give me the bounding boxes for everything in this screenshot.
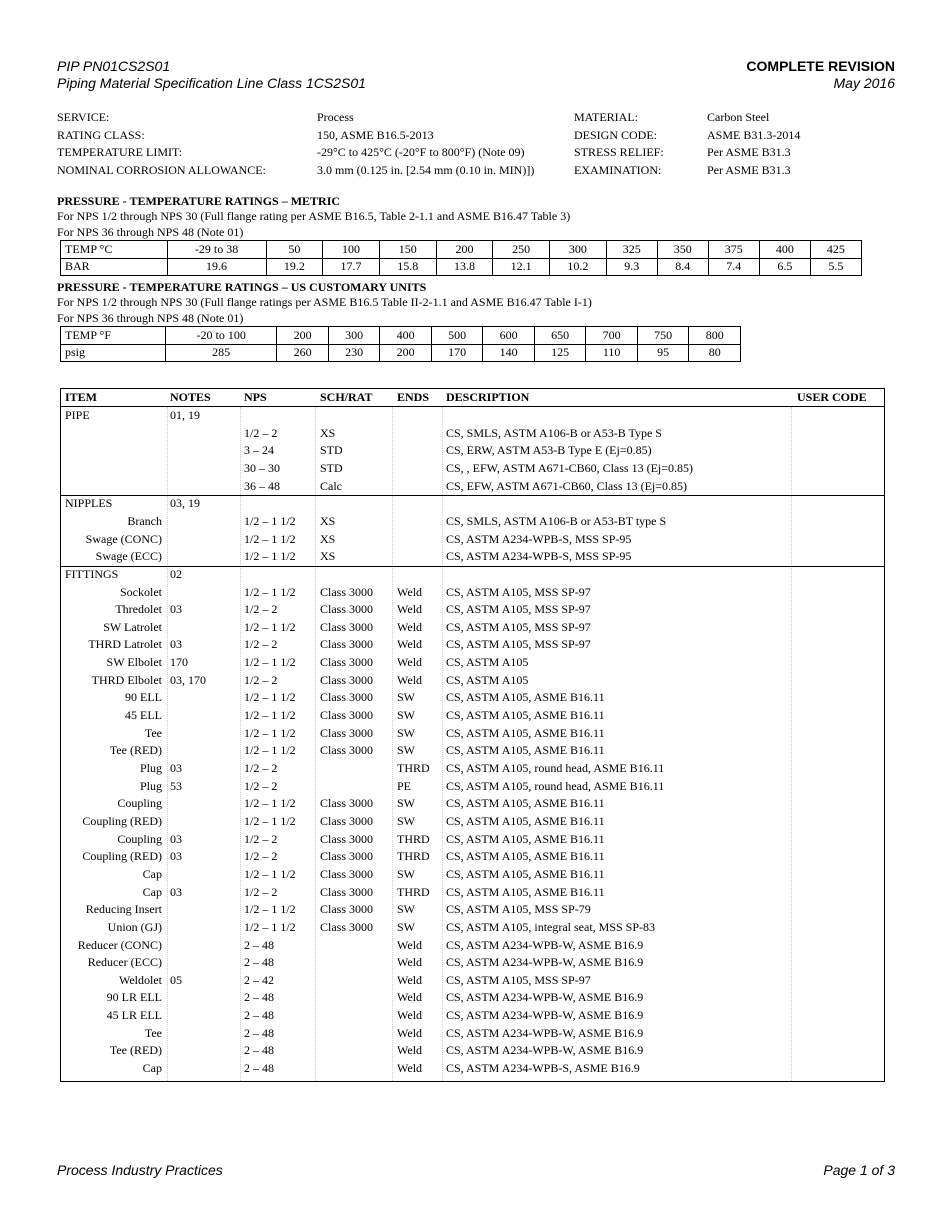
cell-description: CS, ASTM A105, MSS SP-97 <box>446 972 591 987</box>
cell-description: CS, ASTM A105, ASME B16.11 <box>446 743 605 758</box>
cell-item: Weldolet <box>118 972 162 987</box>
rating-cell: 50 <box>266 241 323 259</box>
cell-ends: PE <box>397 778 412 793</box>
cell-nps: 1/2 – 1 1/2 <box>244 866 296 881</box>
cell-description: CS, ASTM A105, ASME B16.11 <box>446 849 605 864</box>
cell-nps: 1/2 – 1 1/2 <box>244 531 296 546</box>
cell-sch-rat: Class 3000 <box>320 725 374 740</box>
rating-cell: 300 <box>328 327 380 345</box>
revision-label: COMPLETE REVISION <box>746 58 895 74</box>
rating-cell: 260 <box>277 344 329 362</box>
cell-ends: THRD <box>397 831 430 846</box>
rating-cell: 12.1 <box>493 258 550 276</box>
rating-cell: 5.5 <box>810 258 861 276</box>
cell-ends: SW <box>397 743 415 758</box>
cell-ends: Weld <box>397 955 423 970</box>
cell-nps: 1/2 – 1 1/2 <box>244 513 296 528</box>
cell-ends: Weld <box>397 1025 423 1040</box>
group-label: PIPE <box>65 408 90 422</box>
metric-ratings-table <box>60 240 862 276</box>
metric-pressure-row <box>61 258 862 276</box>
cell-notes: 02 <box>170 566 182 581</box>
column-divider <box>442 407 443 1081</box>
rating-cell: 150 <box>379 241 436 259</box>
column-divider <box>240 407 241 1081</box>
info-left-values <box>317 109 572 180</box>
us-ratings-title: PRESSURE - TEMPERATURE RATINGS – US CUSTOMARY UNITS <box>57 280 427 294</box>
rating-row-label: psig <box>61 344 166 362</box>
cell-description: CS, ASTM A105, integral seat, MSS SP-83 <box>446 919 656 934</box>
cell-description: CS, ASTM A105, ASME B16.11 <box>446 831 605 846</box>
info-label: EXAMINATION: <box>574 163 662 178</box>
rating-cell: 19.6 <box>167 258 266 276</box>
cell-nps: 1/2 – 1 1/2 <box>244 919 296 934</box>
cell-description: CS, ASTM A105, round head, ASME B16.11 <box>446 761 665 775</box>
cell-sch-rat: Class 3000 <box>320 884 374 899</box>
rating-cell: 700 <box>586 327 638 345</box>
doc-header-right <box>746 58 895 92</box>
rating-cell: 285 <box>166 344 277 362</box>
cell-notes: 03 <box>170 831 182 846</box>
rating-cell: 13.8 <box>436 258 493 276</box>
us-ratings-table <box>60 326 741 362</box>
cell-description: CS, ASTM A105, ASME B16.11 <box>446 708 605 723</box>
cell-sch-rat: Class 3000 <box>320 672 374 687</box>
cell-description: CS, ASTM A234-WPB-S, MSS SP-95 <box>446 531 632 546</box>
rating-cell: 125 <box>534 344 586 362</box>
rating-cell: 750 <box>637 327 689 345</box>
cell-item: Cap <box>142 866 162 881</box>
cell-description: CS, ASTM A105, ASME B16.11 <box>446 725 605 740</box>
cell-sch-rat: STD <box>320 460 343 475</box>
rating-cell: 95 <box>637 344 689 362</box>
info-value: Per ASME B31.3 <box>707 145 791 160</box>
cell-nps: 1/2 – 1 1/2 <box>244 619 296 634</box>
cell-item: SW Latrolet <box>103 619 162 634</box>
header-item: ITEM <box>65 390 98 404</box>
cell-ends: THRD <box>397 849 430 864</box>
cell-description: CS, ASTM A234-WPB-W, ASME B16.9 <box>446 955 644 970</box>
cell-sch-rat: Class 3000 <box>320 919 374 934</box>
cell-notes: 03, 19 <box>170 496 200 511</box>
info-label: RATING CLASS: <box>57 127 145 142</box>
cell-nps: 36 – 48 <box>244 478 280 493</box>
cell-description: CS, EFW, ASTM A671-CB60, Class 13 (Ej=0.85) <box>446 478 688 493</box>
cell-sch-rat: Class 3000 <box>320 690 374 705</box>
doc-title: Piping Material Specification Line Class 1CS2S01 <box>57 75 366 91</box>
cell-item: SW Elbolet <box>106 655 162 670</box>
info-label: NOMINAL CORROSION ALLOWANCE: <box>57 163 266 178</box>
cell-item: Reducer (ECC) <box>87 955 162 970</box>
cell-nps: 2 – 48 <box>244 1061 274 1076</box>
rating-cell: 325 <box>606 241 657 259</box>
cell-description: CS, ASTM A105, MSS SP-97 <box>446 637 591 652</box>
spec-table-header <box>61 389 884 407</box>
cell-nps: 1/2 – 1 1/2 <box>244 584 296 599</box>
rating-cell: 400 <box>759 241 810 259</box>
cell-item: Tee <box>144 725 162 740</box>
info-left-labels <box>57 109 317 180</box>
cell-nps: 1/2 – 2 <box>244 831 278 846</box>
cell-sch-rat: Class 3000 <box>320 902 374 917</box>
info-label: DESIGN CODE: <box>574 127 657 142</box>
metric-note-line: For NPS 1/2 through NPS 30 (Full flange rating per ASME B16.5, Table 2-1.1 and ASME B16.47 Table 3) <box>57 209 571 223</box>
cell-description: CS, ASTM A234-WPB-S, ASME B16.9 <box>446 1061 640 1076</box>
rating-cell: 500 <box>431 327 483 345</box>
group-divider <box>61 566 884 567</box>
cell-item: Coupling <box>117 831 162 846</box>
cell-description: CS, ASTM A105, ASME B16.11 <box>446 813 605 828</box>
cell-sch-rat: Class 3000 <box>320 796 374 811</box>
rating-row-label: TEMP °C <box>61 241 168 259</box>
cell-ends: Weld <box>397 619 423 634</box>
cell-description: CS, ASTM A105, round head, ASME B16.11 <box>446 778 665 793</box>
header-ends: ENDS <box>397 390 430 404</box>
rating-cell: 15.8 <box>379 258 436 276</box>
cell-sch-rat: Class 3000 <box>320 655 374 670</box>
cell-item: Thredolet <box>115 602 162 617</box>
cell-nps: 1/2 – 2 <box>244 849 278 864</box>
rating-cell: 8.4 <box>657 258 708 276</box>
cell-notes: 03 <box>170 884 182 899</box>
cell-sch-rat: Class 3000 <box>320 637 374 652</box>
rating-cell: 600 <box>483 327 535 345</box>
cell-notes: 01, 19 <box>170 408 200 422</box>
cell-sch-rat: Calc <box>320 478 342 493</box>
cell-ends: SW <box>397 708 415 723</box>
cell-description: CS, ASTM A105, MSS SP-79 <box>446 902 591 917</box>
info-right-values <box>707 109 907 180</box>
rating-cell: 230 <box>328 344 380 362</box>
cell-item: THRD Elbolet <box>91 672 162 687</box>
cell-item: Tee <box>144 1025 162 1040</box>
cell-nps: 30 – 30 <box>244 460 280 475</box>
rating-cell: 9.3 <box>606 258 657 276</box>
cell-item: 90 ELL <box>125 690 162 705</box>
cell-description: CS, ASTM A234-WPB-W, ASME B16.9 <box>446 1043 644 1058</box>
cell-item: Reducing Insert <box>85 902 162 917</box>
info-label: SERVICE: <box>57 110 110 124</box>
rating-cell: 425 <box>810 241 861 259</box>
rating-cell: 400 <box>380 327 432 345</box>
cell-ends: SW <box>397 902 415 917</box>
cell-ends: SW <box>397 866 415 881</box>
info-right-labels <box>574 109 704 180</box>
cell-nps: 1/2 – 2 <box>244 672 278 687</box>
cell-sch-rat: STD <box>320 443 343 458</box>
rating-cell: 650 <box>534 327 586 345</box>
cell-item: Coupling (RED) <box>82 813 162 828</box>
rating-cell: 350 <box>657 241 708 259</box>
cell-nps: 2 – 42 <box>244 972 274 987</box>
cell-description: CS, ASTM A105 <box>446 672 529 687</box>
cell-item: Plug <box>139 761 162 775</box>
rating-row-label: TEMP °F <box>61 327 166 345</box>
rating-cell: 300 <box>550 241 607 259</box>
cell-sch-rat: Class 3000 <box>320 849 374 864</box>
cell-ends: Weld <box>397 602 423 617</box>
rating-cell: 250 <box>493 241 550 259</box>
cell-notes: 03 <box>170 761 182 775</box>
info-label: STRESS RELIEF: <box>574 145 664 160</box>
column-divider <box>167 407 168 1081</box>
cell-notes: 03 <box>170 637 182 652</box>
cell-sch-rat: Class 3000 <box>320 866 374 881</box>
header-description: DESCRIPTION <box>446 390 530 404</box>
cell-item: Branch <box>127 513 162 528</box>
rating-cell: 110 <box>586 344 638 362</box>
cell-description: CS, ASTM A105, MSS SP-97 <box>446 584 591 599</box>
cell-ends: SW <box>397 813 415 828</box>
cell-sch-rat: Class 3000 <box>320 619 374 634</box>
cell-description: CS, ASTM A234-WPB-W, ASME B16.9 <box>446 990 644 1005</box>
cell-sch-rat: Class 3000 <box>320 831 374 846</box>
cell-nps: 2 – 48 <box>244 1025 274 1040</box>
cell-nps: 1/2 – 2 <box>244 761 278 775</box>
info-value: Process <box>317 110 354 124</box>
group-label: FITTINGS <box>65 566 119 581</box>
cell-nps: 1/2 – 1 1/2 <box>244 690 296 705</box>
cell-item: Coupling <box>117 796 162 811</box>
us-note-line: For NPS 1/2 through NPS 30 (Full flange ratings per ASME B16.5 Table II-2-1.1 and ASME B16.47 Table I-1) <box>57 295 592 309</box>
cell-sch-rat: XS <box>320 531 336 546</box>
cell-ends: Weld <box>397 1061 423 1076</box>
info-value: Per ASME B31.3 <box>707 163 791 178</box>
cell-sch-rat: Class 3000 <box>320 743 374 758</box>
cell-item: Tee (RED) <box>109 1043 162 1058</box>
cell-nps: 3 – 24 <box>244 443 274 458</box>
metric-ratings-title: PRESSURE - TEMPERATURE RATINGS – METRIC <box>57 194 341 208</box>
cell-sch-rat: Class 3000 <box>320 813 374 828</box>
info-label: TEMPERATURE LIMIT: <box>57 145 183 160</box>
cell-item: Tee (RED) <box>109 743 162 758</box>
rating-cell: 375 <box>708 241 759 259</box>
cell-nps: 1/2 – 1 1/2 <box>244 813 296 828</box>
group-label: NIPPLES <box>65 496 113 511</box>
cell-nps: 1/2 – 1 1/2 <box>244 902 296 917</box>
cell-nps: 1/2 – 1 1/2 <box>244 708 296 723</box>
cell-description: CS, SMLS, ASTM A106-B or A53-B Type S <box>446 425 662 440</box>
cell-item: Union (GJ) <box>107 919 162 934</box>
rating-cell: -29 to 38 <box>167 241 266 259</box>
cell-ends: THRD <box>397 884 430 899</box>
cell-description: CS, ASTM A105, MSS SP-97 <box>446 602 591 617</box>
cell-sch-rat: Class 3000 <box>320 602 374 617</box>
cell-sch-rat: Class 3000 <box>320 584 374 599</box>
info-value: 150, ASME B16.5-2013 <box>317 127 434 142</box>
cell-nps: 2 – 48 <box>244 1008 274 1023</box>
cell-nps: 1/2 – 2 <box>244 778 278 793</box>
cell-description: CS, ASTM A105, MSS SP-97 <box>446 619 591 634</box>
rating-cell: 200 <box>380 344 432 362</box>
column-divider <box>392 407 393 1081</box>
cell-nps: 2 – 48 <box>244 990 274 1005</box>
cell-nps: 1/2 – 1 1/2 <box>244 743 296 758</box>
cell-item: Plug <box>139 778 162 793</box>
rating-cell: 800 <box>689 327 741 345</box>
cell-description: CS, ASTM A105 <box>446 655 529 670</box>
cell-nps: 1/2 – 2 <box>244 884 278 899</box>
cell-item: Swage (ECC) <box>95 549 162 564</box>
info-value: -29°C to 425°C (-20°F to 800°F) (Note 09) <box>317 145 525 160</box>
cell-nps: 1/2 – 1 1/2 <box>244 796 296 811</box>
cell-ends: SW <box>397 919 415 934</box>
cell-nps: 2 – 48 <box>244 937 274 952</box>
us-note-line: For NPS 36 through NPS 48 (Note 01) <box>57 310 244 325</box>
cell-notes: 170 <box>170 655 188 670</box>
cell-notes: 53 <box>170 778 182 793</box>
cell-item: THRD Latrolet <box>88 637 162 652</box>
metric-ratings-notes <box>57 209 570 240</box>
cell-item: Cap <box>142 884 162 899</box>
header-user-code: USER CODE <box>797 390 867 404</box>
cell-description: CS, ASTM A234-WPB-S, MSS SP-95 <box>446 549 632 564</box>
cell-sch-rat: XS <box>320 549 336 564</box>
cell-ends: Weld <box>397 937 423 952</box>
rating-row-label: BAR <box>61 258 168 276</box>
rating-cell: 140 <box>483 344 535 362</box>
cell-ends: Weld <box>397 990 423 1005</box>
rating-cell: 200 <box>436 241 493 259</box>
cell-description: CS, ASTM A234-WPB-W, ASME B16.9 <box>446 937 644 952</box>
column-divider <box>791 407 792 1081</box>
cell-ends: SW <box>397 796 415 811</box>
cell-ends: Weld <box>397 584 423 599</box>
cell-nps: 2 – 48 <box>244 1043 274 1058</box>
cell-item: Reducer (CONC) <box>77 937 162 952</box>
footer-page-number: Page 1 of 3 <box>823 1162 895 1178</box>
cell-nps: 1/2 – 1 1/2 <box>244 725 296 740</box>
rating-cell: 200 <box>277 327 329 345</box>
cell-sch-rat: XS <box>320 513 336 528</box>
cell-description: CS, ERW, ASTM A53-B Type E (Ej=0.85) <box>446 443 652 458</box>
us-ratings-notes <box>57 295 592 326</box>
header-sch-rat: SCH/RAT <box>320 390 373 404</box>
us-pressure-row <box>61 344 741 362</box>
cell-ends: Weld <box>397 672 423 687</box>
cell-description: CS, , EFW, ASTM A671-CB60, Class 13 (Ej=0.85) <box>446 460 694 475</box>
doc-date: May 2016 <box>833 75 895 91</box>
cell-ends: SW <box>397 725 415 740</box>
cell-item: 45 LR ELL <box>106 1008 162 1023</box>
cell-item: Coupling (RED) <box>82 849 162 864</box>
cell-item: Sockolet <box>120 584 162 599</box>
rating-cell: 80 <box>689 344 741 362</box>
cell-sch-rat: Class 3000 <box>320 708 374 723</box>
info-value: 3.0 mm (0.125 in. [2.54 mm (0.10 in. MIN)]) <box>317 163 535 178</box>
cell-nps: 1/2 – 2 <box>244 637 278 652</box>
cell-ends: Weld <box>397 637 423 652</box>
cell-sch-rat: XS <box>320 425 336 440</box>
cell-description: CS, ASTM A105, ASME B16.11 <box>446 690 605 705</box>
rating-cell: 6.5 <box>759 258 810 276</box>
cell-notes: 03 <box>170 602 182 617</box>
header-nps: NPS <box>244 390 267 404</box>
cell-nps: 1/2 – 2 <box>244 602 278 617</box>
cell-item: Cap <box>142 1061 162 1076</box>
cell-nps: 1/2 – 1 1/2 <box>244 655 296 670</box>
cell-description: CS, ASTM A234-WPB-W, ASME B16.9 <box>446 1008 644 1023</box>
cell-description: CS, ASTM A105, ASME B16.11 <box>446 884 605 899</box>
cell-item: Swage (CONC) <box>85 531 162 546</box>
footer-publisher: Process Industry Practices <box>57 1162 223 1178</box>
cell-description: CS, SMLS, ASTM A106-B or A53-BT type S <box>446 513 667 528</box>
cell-ends: THRD <box>397 761 430 775</box>
rating-cell: 170 <box>431 344 483 362</box>
rating-cell: 17.7 <box>323 258 380 276</box>
info-value: ASME B31.3-2014 <box>707 127 801 142</box>
cell-notes: 03, 170 <box>170 672 206 687</box>
cell-ends: Weld <box>397 1008 423 1023</box>
cell-item: 90 LR ELL <box>106 990 162 1005</box>
header-notes: NOTES <box>170 390 211 404</box>
info-value: Carbon Steel <box>707 110 770 124</box>
cell-ends: SW <box>397 690 415 705</box>
metric-note-line: For NPS 36 through NPS 48 (Note 01) <box>57 224 244 239</box>
rating-cell: -20 to 100 <box>166 327 277 345</box>
cell-ends: Weld <box>397 655 423 670</box>
cell-nps: 1/2 – 1 1/2 <box>244 549 296 564</box>
cell-description: CS, ASTM A105, ASME B16.11 <box>446 796 605 811</box>
cell-nps: 2 – 48 <box>244 955 274 970</box>
cell-nps: 1/2 – 2 <box>244 425 278 440</box>
cell-description: CS, ASTM A234-WPB-W, ASME B16.9 <box>446 1025 644 1040</box>
column-divider <box>315 407 316 1081</box>
cell-ends: Weld <box>397 972 423 987</box>
us-temp-row <box>61 327 741 345</box>
cell-item: 45 ELL <box>125 708 162 723</box>
rating-cell: 7.4 <box>708 258 759 276</box>
info-label: MATERIAL: <box>574 110 638 124</box>
cell-ends: Weld <box>397 1043 423 1058</box>
rating-cell: 19.2 <box>266 258 323 276</box>
doc-id: PIP PN01CS2S01 <box>57 58 171 74</box>
metric-temp-row <box>61 241 862 259</box>
doc-header-left <box>57 58 366 92</box>
rating-cell: 10.2 <box>550 258 607 276</box>
rating-cell: 100 <box>323 241 380 259</box>
cell-description: CS, ASTM A105, ASME B16.11 <box>446 866 605 881</box>
cell-notes: 05 <box>170 972 182 987</box>
cell-notes: 03 <box>170 849 182 864</box>
piping-spec-table <box>60 388 885 1082</box>
